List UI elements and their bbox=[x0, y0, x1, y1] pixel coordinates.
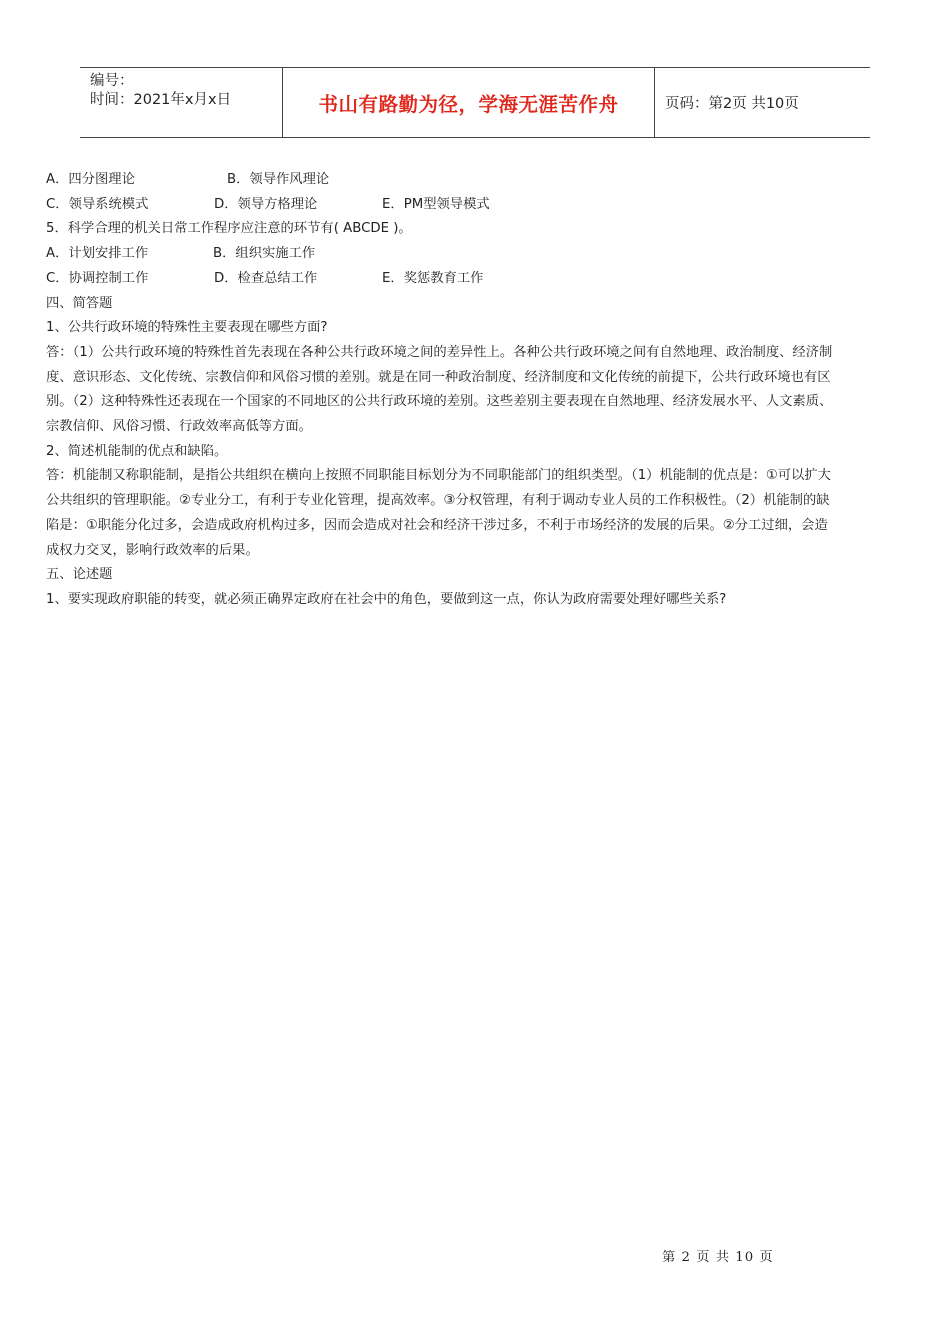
option-a: A．计划安排工作 bbox=[46, 246, 149, 262]
answer-line: 宗教信仰、风俗习惯、行政效率高低等方面。 bbox=[46, 419, 312, 435]
option-e: E．奖惩教育工作 bbox=[382, 270, 484, 286]
document-time: 时间：2021年x月x日 bbox=[90, 92, 232, 108]
short-answer-2-question: 2、简述机能制的优点和缺陷。 bbox=[46, 443, 228, 459]
option-b: B．组织实施工作 bbox=[213, 246, 316, 262]
answer-line: 答：（1）公共行政环境的特殊性首先表现在各种公共行政环境之间的差异性上。各种公共行政环境之间有自然地理、政治制度、经济制 bbox=[46, 344, 833, 360]
answer-line: 别。（2）这种特殊性还表现在一个国家的不同地区的公共行政环境的差别。这些差别主要表现在自然地理、经济发展水平、人文素质、 bbox=[46, 394, 833, 410]
option-a: A．四分图理论 bbox=[46, 172, 135, 187]
option-d: D．检查总结工作 bbox=[214, 270, 318, 286]
answer-line: 度、意识形态、文化传统、宗教信仰和风俗习惯的差别。就是在同一种政治制度、经济制度和文化传统的前提下，公共行政环境也有区 bbox=[46, 369, 831, 385]
document-number-label: 编号： bbox=[90, 73, 134, 89]
short-answer-1-question: 1、公共行政环境的特殊性主要表现在哪些方面? bbox=[46, 320, 328, 336]
page-header bbox=[80, 67, 870, 138]
answer-line: 陷是：①职能分化过多，会造成政府机构过多，因而会造成对社会和经济干涉过多，不利于市场经济的发展的后果。②分工过细，会造 bbox=[46, 517, 828, 533]
q5-options-row-1 bbox=[46, 242, 908, 267]
option-b: B．领导作风理论 bbox=[227, 172, 330, 187]
q4-options-row-2 bbox=[46, 193, 908, 218]
answer-line: 公共组织的管理职能。②专业分工，有利于专业化管理，提高效率。③分权管理，有利于调动专业人员的工作积极性。（2）机能制的缺 bbox=[46, 493, 830, 509]
header-meta bbox=[80, 68, 282, 137]
q4-options-row-1 bbox=[46, 168, 908, 193]
essay-1-question: 1、要实现政府职能的转变，就必须正确界定政府在社会中的角色，要做到这一点，你认为政府需要处理好哪些关系? bbox=[46, 591, 727, 607]
header-page-info: 页码：第2页 共10页 bbox=[665, 96, 799, 112]
header-motto: 书山有路勤为径，学海无涯苦作舟 bbox=[282, 68, 655, 137]
answer-line: 答：机能制又称职能制，是指公共组织在横向上按照不同职能目标划分为不同职能部门的组织类型。（1）机能制的优点是：①可以扩大 bbox=[46, 468, 831, 484]
document-body bbox=[46, 168, 908, 613]
option-c: C．领导系统模式 bbox=[46, 196, 149, 212]
short-answer-1-answer bbox=[46, 341, 908, 440]
page-footer: 第 2 页 共 10 页 bbox=[662, 1250, 774, 1265]
option-d: D．领导方格理论 bbox=[214, 196, 318, 212]
q5-question: 5．科学合理的机关日常工作程序应注意的环节有( ABCDE )。 bbox=[46, 221, 412, 237]
answer-line: 成权力交叉，影响行政效率的后果。 bbox=[46, 542, 259, 558]
section-title-short-answer: 四、简答题 bbox=[46, 295, 113, 311]
option-c: C．协调控制工作 bbox=[46, 270, 149, 286]
q5-options-row-2 bbox=[46, 267, 908, 292]
option-e: E．PM型领导模式 bbox=[382, 196, 490, 212]
short-answer-2-answer bbox=[46, 464, 908, 563]
section-title-essay: 五、论述题 bbox=[46, 567, 113, 583]
